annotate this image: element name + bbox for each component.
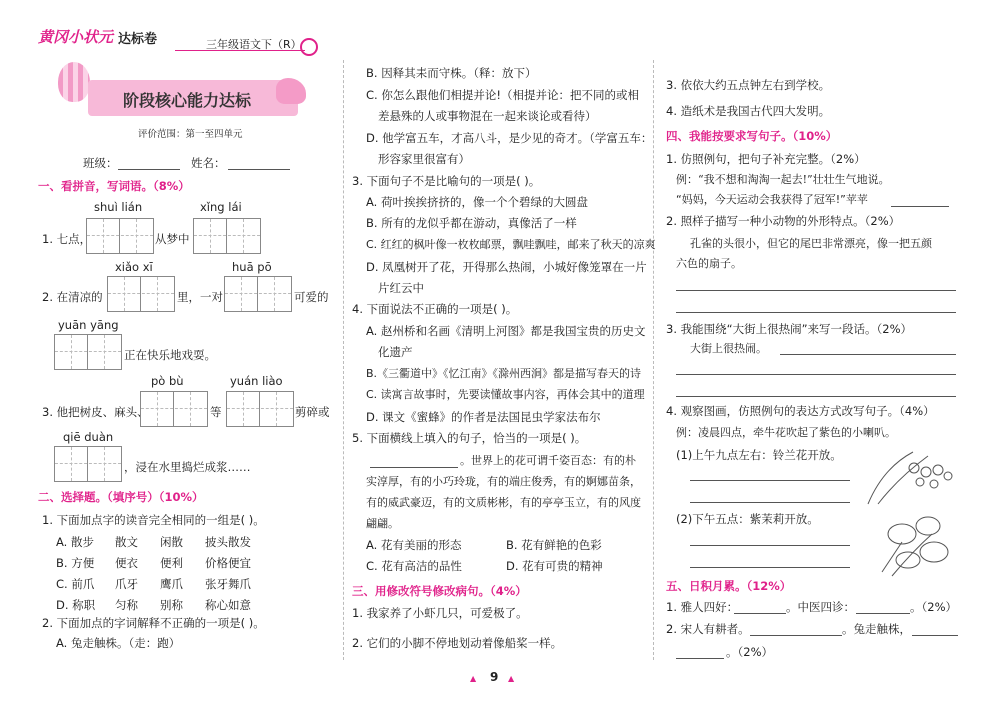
s5-q1-blank-1[interactable] [734, 613, 786, 614]
s4-q2-example-1: 孔雀的头很小，但它的尾巴非常漂亮，像一把五颜 [690, 237, 932, 250]
s4-q2-line-1[interactable] [676, 290, 956, 291]
s2-q5-passage-1: 。世界上的花可谓千姿百态：有的朴 [460, 454, 636, 467]
s5-q2-blank-3[interactable] [676, 658, 724, 659]
s2-q1-option-cell[interactable]: A. 散步 [56, 535, 94, 549]
s2-q3: 3. 下面句子不是比喻句的一项是( )。 [352, 174, 541, 188]
brand-logo: 黄冈小状元 [38, 28, 114, 46]
q2-middle: 里，一对 [177, 290, 223, 304]
q2-prefix: 2. 在清凉的 [42, 290, 103, 304]
pinyin-yuanyang: yuān yāng [58, 318, 119, 332]
spiral-icon [300, 38, 318, 56]
class-label: 班级： [83, 156, 118, 170]
s3-q3: 3. 依依大约五点钟左右到学校。 [666, 78, 831, 92]
s4-q2-line-2[interactable] [676, 312, 956, 313]
s2-q1-option-cell: 散文 [115, 535, 138, 549]
q3-middle: 等 [210, 405, 222, 419]
s5-q1-suffix: 。（2%） [910, 600, 957, 614]
s2-q5-passage-2: 实淳厚，有的小巧玲珑，有的端庄俊秀，有的婀娜苗条， [366, 475, 641, 488]
s2-q1-option-cell: 鹰爪 [160, 577, 183, 591]
s4-q3-line-1[interactable] [780, 354, 956, 355]
s2-q2-option-a[interactable]: A. 兔走触株。（走：跑） [56, 636, 181, 650]
s2-q1-option-cell[interactable]: B. 方便 [56, 556, 95, 570]
section2-title: 二、选择题。（填序号）（10%） [38, 490, 204, 504]
s3-q4: 4. 造纸术是我国古代四大发明。 [666, 104, 831, 118]
s3-q1: 1. 我家养了小虾几只，可爱极了。 [352, 606, 528, 620]
s4-q4b-line-1[interactable] [690, 545, 850, 546]
page-number: 9 [490, 670, 499, 684]
s4-q1: 1. 仿照例句，把句子补充完整。（2%） [666, 152, 866, 166]
s4-q2-example-2: 六色的扇子。 [676, 257, 742, 270]
s2-q1-option-cell: 便利 [160, 556, 183, 570]
pinyin-huapo: huā pō [232, 260, 272, 274]
section1-title: 一、看拼音，写词语。（8%） [38, 179, 190, 193]
horse-icon [276, 78, 306, 104]
s2-q3-option-b[interactable]: B. 所有的龙似乎都在游动，真像活了一样 [366, 216, 577, 230]
s2-q1-option-cell: 价格便宜 [205, 556, 251, 570]
s4-q4a-line-2[interactable] [690, 502, 850, 503]
page-ornament-left: ▲ [470, 674, 477, 683]
pinyin-qieduan: qiē duàn [63, 430, 114, 444]
grade-label: 三年级语文下（R） [206, 38, 302, 51]
s2-q4-option-c[interactable]: C. 读寓言故事时，先要读懂故事内容，再体会其中的道理 [366, 388, 645, 401]
section3-title: 三、用修改符号修改病句。（4%） [352, 584, 527, 598]
pinyin-pobu: pò bù [151, 374, 184, 388]
section5-title: 五、日积月累。（12%） [666, 579, 792, 593]
s5-q2-middle: 。兔走触株， [842, 622, 911, 636]
s2-q2-option-c-cont: 差悬殊的人或事物混在一起来谈论或看待） [378, 109, 597, 123]
s2-q2: 2. 下面加点的字词解释不正确的一项是( )。 [42, 616, 265, 630]
s4-q2: 2. 照样子描写一种小动物的外形特点。（2%） [666, 214, 901, 228]
q2-end: 正在快乐地戏耍。 [124, 348, 216, 362]
s2-q1-option-cell: 爪牙 [115, 577, 138, 591]
s2-q1-option-cell: 别称 [160, 598, 183, 612]
banner-title: 阶段核心能力达标 [123, 91, 252, 110]
s2-q1-option-cell: 便衣 [115, 556, 138, 570]
s2-q5-passage-3: 有的威武豪迈，有的文质彬彬，有的亭亭玉立，有的风度 [366, 496, 641, 509]
q3-end: ，浸在水里捣烂成浆…… [124, 460, 251, 474]
s2-q4-option-a[interactable]: A. 赵州桥和名画《清明上河图》都是我国宝贵的历史文 [366, 324, 646, 338]
s4-q4b-line-2[interactable] [690, 567, 850, 568]
s2-q4-option-a-cont: 化遗产 [378, 345, 413, 359]
s4-q1-answer[interactable] [891, 206, 949, 207]
pinyin-shuilian: shuì lián [94, 200, 143, 214]
answer-grid-huapo[interactable] [224, 276, 292, 312]
lily-of-the-valley-illustration [858, 448, 960, 506]
s2-q5-option[interactable]: A. 花有美丽的形态 [366, 538, 462, 552]
q1-middle: 从梦中 [155, 232, 190, 246]
s5-q2-prefix: 2. 宋人有耕者。 [666, 622, 750, 636]
s2-q4-option-b[interactable]: B.《三衢道中》《忆江南》《滁州西涧》都是描写春天的诗 [366, 367, 642, 380]
name-field[interactable] [228, 169, 290, 170]
s2-q1-option-cell: 披头散发 [205, 535, 251, 549]
pinyin-yuanliao: yuán liào [230, 374, 283, 388]
balloon-icon [58, 62, 90, 102]
pinyin-xinglai: xǐng lái [200, 200, 242, 214]
answer-grid-yuanliao[interactable] [226, 391, 294, 427]
s5-q2-blank-1[interactable] [750, 635, 842, 636]
q3-suffix: 剪碎或 [295, 405, 330, 419]
s4-q4: 4. 观察图画，仿照例句的表达方式改写句子。（4%） [666, 404, 935, 418]
s2-q5-option[interactable]: B. 花有鲜艳的色彩 [506, 538, 602, 552]
brand-sub: 达标卷 [118, 32, 158, 47]
s2-q3-option-d[interactable]: D. 凤凰树开了花，开得那么热闹，小城好像笼罩在一片 [366, 260, 647, 274]
s4-q3-line-2[interactable] [676, 374, 956, 375]
s5-q1-blank-2[interactable] [856, 613, 910, 614]
q3-prefix: 3. 他把树皮、麻头、 [42, 405, 149, 419]
class-field[interactable] [118, 169, 180, 170]
s2-q5: 5. 下面横线上填入的句子，恰当的一项是( )。 [352, 431, 587, 445]
s2-q1-option-cell: 闲散 [160, 535, 183, 549]
s4-q3-line-3[interactable] [676, 396, 956, 397]
s2-q3-option-d-cont: 片红云中 [378, 281, 424, 295]
s4-q1-prompt: “妈妈，今天运动会我获得了冠军!”苹苹 [676, 193, 868, 206]
column-divider-1 [343, 60, 344, 660]
page-ornament-right: ▲ [508, 674, 515, 683]
scope-text: 评价范围：第一至四单元 [138, 129, 243, 140]
s2-q5-passage-4: 翩翩。 [366, 517, 399, 530]
pinyin-xiaoxi: xiǎo xī [115, 260, 153, 274]
four-oclock-flower-illustration [872, 512, 962, 578]
s2-q5-option[interactable]: C. 花有高洁的品性 [366, 559, 462, 573]
s2-q1-option-cell: 匀称 [115, 598, 138, 612]
answer-grid-xiaoxi[interactable] [107, 276, 175, 312]
s2-q5-option[interactable]: D. 花有可贵的精神 [506, 559, 603, 573]
s5-q1-middle: 。中医四诊： [786, 600, 855, 614]
s2-q4: 4. 下面说法不正确的一项是( )。 [352, 302, 518, 316]
answer-grid-yuanyang[interactable] [54, 334, 122, 370]
s2-q1-option-cell: 称心如意 [205, 598, 251, 612]
s2-q3-option-c[interactable]: C. 红红的枫叶像一枚枚邮票，飘哇飘哇，邮来了秋天的凉爽 [366, 238, 656, 251]
answer-grid-xinglai[interactable] [193, 218, 261, 254]
s2-q1: 1. 下面加点字的读音完全相同的一组是( )。 [42, 513, 265, 527]
s4-q4a: (1)上午九点左右：铃兰花开放。 [676, 448, 842, 462]
s4-q4-example: 例：凌晨四点，牵牛花吹起了紫色的小喇叭。 [676, 426, 896, 439]
column-divider-2 [653, 60, 654, 660]
s4-q1-example: 例：“我不想和淘淘一起去!”壮壮生气地说。 [676, 173, 890, 186]
section4-title: 四、我能按要求写句子。（10%） [666, 129, 838, 143]
s3-q2: 2. 它们的小脚不停地划动着像船桨一样。 [352, 636, 563, 650]
s5-q2-blank-2[interactable] [912, 635, 958, 636]
s4-q3-example: 大街上很热闹。 [690, 342, 767, 355]
s4-q4b: (2)下午五点：紫茉莉开放。 [676, 512, 819, 526]
s5-q2-suffix: 。（2%） [726, 645, 773, 659]
s2-q5-blank[interactable] [370, 467, 458, 468]
s4-q4a-line-1[interactable] [690, 480, 850, 481]
s2-q2-option-d-cont: 形容家里很富有） [378, 152, 470, 166]
q2-suffix: 可爱的 [294, 290, 329, 304]
s2-q1-option-cell: 张牙舞爪 [205, 577, 251, 591]
answer-grid-qieduan[interactable] [54, 446, 122, 482]
s5-q1-prefix: 1. 雅人四好： [666, 600, 739, 614]
s2-q2-option-c[interactable]: C. 你怎么跟他们相提并论!（相提并论：把不同的或相 [366, 88, 639, 102]
answer-grid-shuilian[interactable] [86, 218, 154, 254]
name-label: 姓名： [191, 156, 226, 170]
s2-q4-option-d[interactable]: D. 课文《蜜蜂》的作者是法国昆虫学家法布尔 [366, 410, 601, 424]
q1-prefix: 1. 七点， [42, 232, 92, 246]
s2-q3-option-a[interactable]: A. 荷叶挨挨挤挤的，像一个个碧绿的大圆盘 [366, 195, 588, 209]
answer-grid-pobu[interactable] [140, 391, 208, 427]
s2-q1-option-cell[interactable]: D. 称职 [56, 598, 96, 612]
s2-q2-option-d[interactable]: D. 他学富五车，才高八斗，是少见的奇才。（学富五车： [366, 131, 653, 145]
s2-q2-option-b[interactable]: B. 因释其耒而守株。（释：放下） [366, 66, 537, 80]
s4-q3: 3. 我能围绕“大街上很热闹”来写一段话。（2%） [666, 322, 913, 336]
s2-q1-option-cell[interactable]: C. 前爪 [56, 577, 95, 591]
